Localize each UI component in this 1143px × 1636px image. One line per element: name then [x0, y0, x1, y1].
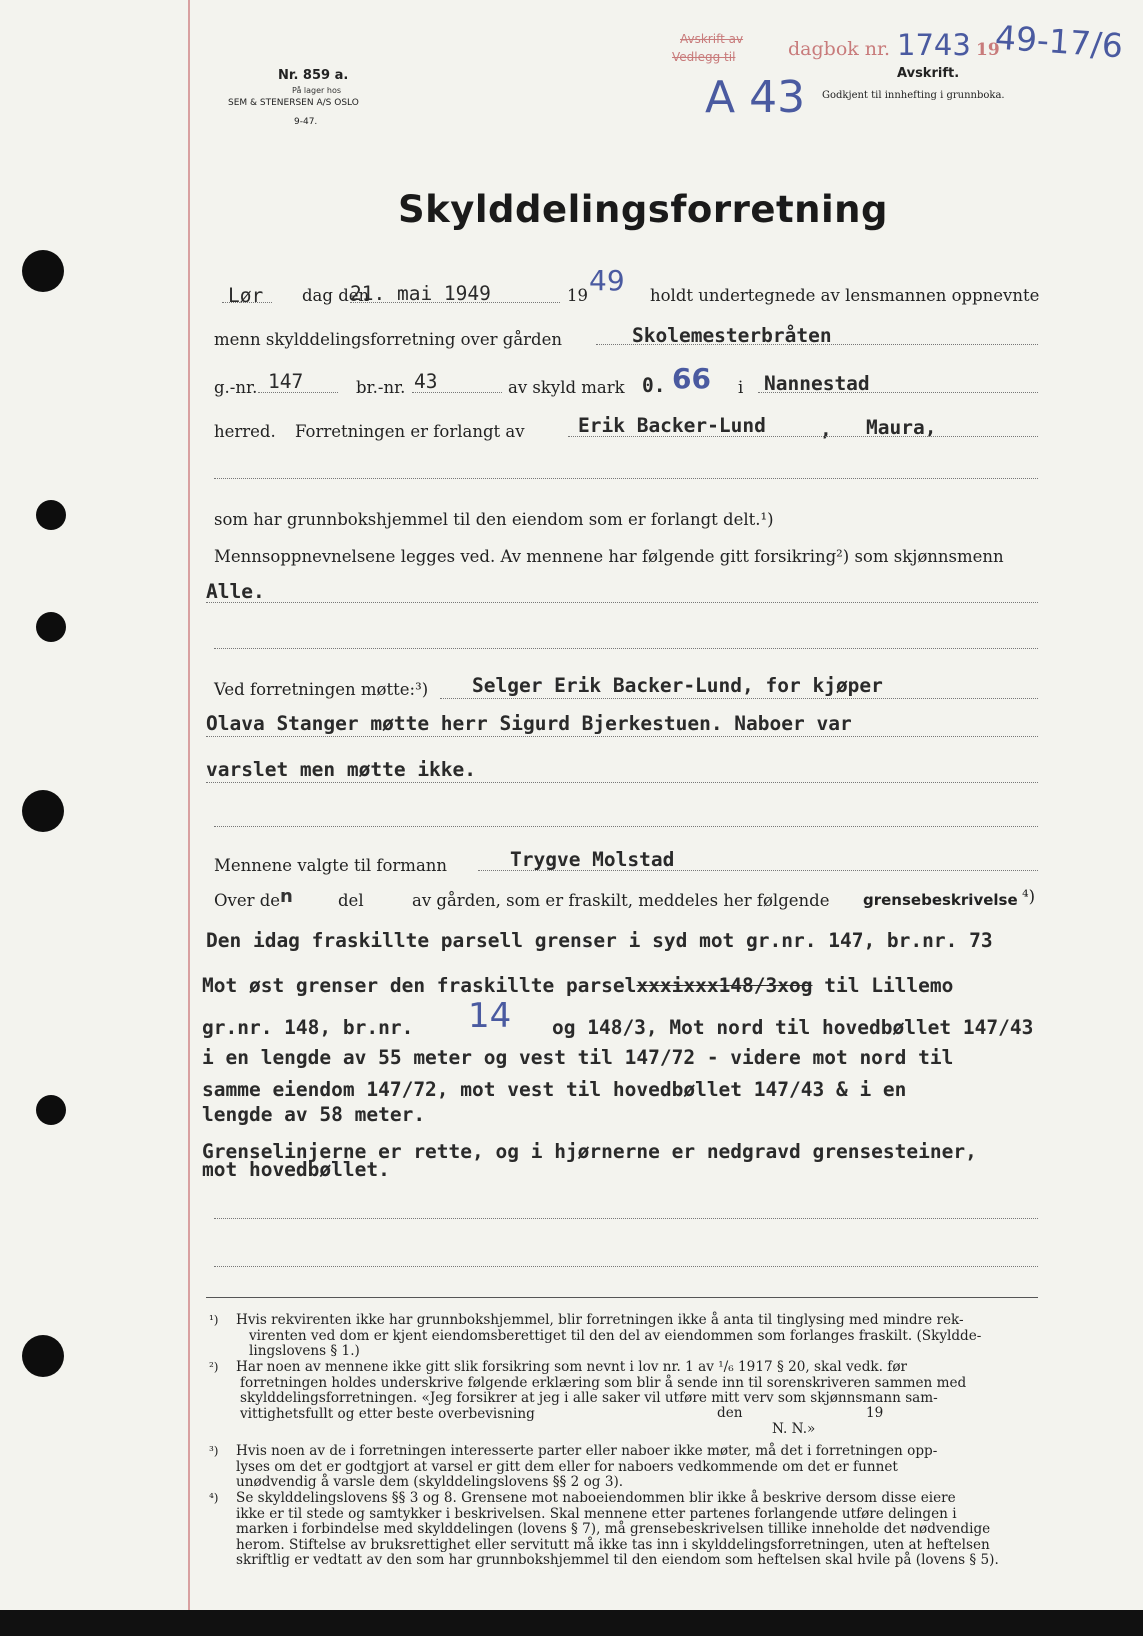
binder-hole-icon: [36, 1095, 66, 1125]
footnote-3-line: unødvendig å varsle dem (skylddelingslovens §§ 2 og 3).: [236, 1474, 624, 1490]
skyld-typed: 0.: [642, 374, 666, 397]
footnote-2-nn: N. N.»: [772, 1421, 816, 1437]
description-line-1: Den idag fraskillte parsell grenser i syd mot gr.nr. 147, br.nr. 73: [206, 929, 993, 952]
document-title: Skylddelingsforretning: [398, 188, 888, 231]
footnote-3: [236, 1444, 937, 1491]
margin-line: [188, 0, 190, 1610]
description-line-8: mot hovedbøllet.: [202, 1158, 390, 1181]
footnote-mark-1: ¹): [209, 1313, 219, 1327]
mote-label: Ved forretningen møtte:³): [214, 680, 429, 699]
description-line-6: lengde av 58 meter.: [202, 1103, 426, 1126]
form-date: 9-47.: [294, 117, 318, 127]
footnote-4-line: skriftlig er vedtatt av den som har grunnbokshjemmel til den eiendom som heftelsen skal hvile på (lovens § 5).: [236, 1552, 999, 1568]
grensebeskrivelse-label: grensebeskrivelse: [863, 891, 1018, 909]
over-label: Over de: [214, 891, 281, 910]
footnote-4-line: Se skylddelingslovens §§ 3 og 8. Grensene mot naboeiendommen blir ikke å beskrive dersom disse eiere: [236, 1490, 956, 1506]
dotted-line: [478, 870, 1038, 871]
stamp-vedlegg-til: Vedlegg til: [672, 50, 736, 64]
kommune-typed: Nannestad: [764, 372, 870, 395]
dotted-line: [214, 826, 1038, 827]
binder-hole-icon: [22, 250, 64, 292]
dotted-line: [222, 302, 272, 303]
footnote-3-line: Hvis noen av de i forretningen interesserte parter eller naboer ikke møter, må det i forretningen opp-: [236, 1443, 938, 1459]
requester-place: Maura,: [866, 416, 937, 439]
description-line-5: samme eiendom 147/72, mot vest til hovedbøllet 147/43 & i en: [202, 1078, 907, 1101]
mote-line-1: Selger Erik Backer-Lund, for kjøper: [472, 674, 883, 697]
binder-hole-icon: [36, 500, 66, 530]
date-line-rest: holdt undertegnede av lensmannen oppnevnte: [650, 286, 1040, 305]
dotted-line: [568, 436, 1038, 437]
herred-label: herred.: [214, 422, 276, 441]
stamp-year-prefix: 19: [976, 40, 1000, 60]
footnote-1: [236, 1313, 981, 1360]
footnote-2-line: forretningen holdes underskrive følgende erklæring som blir å sende inn til sorenskriveren sammen med: [240, 1374, 967, 1391]
dotted-line: [214, 478, 1038, 479]
skyld-hand: 66: [672, 362, 711, 395]
formann-label: Mennene valgte til formann: [214, 856, 448, 875]
gnr-value: 147: [268, 370, 304, 393]
description-line-2c: til Lillemo: [812, 974, 954, 997]
i-label: i: [738, 378, 744, 397]
binder-hole-icon: [22, 1335, 64, 1377]
footnote-mark-2: ²): [209, 1360, 219, 1374]
mote-line-3: varslet men møtte ikke.: [206, 758, 477, 781]
over-hand: n: [280, 886, 293, 907]
dotted-line: [440, 698, 1038, 699]
hjemmel-line: som har grunnbokshjemmel til den eiendom som er forlangt delt.¹): [214, 510, 774, 529]
forlangt-label: Forretningen er forlangt av: [295, 422, 525, 441]
stamp-year-hand: 49-17/6: [993, 17, 1125, 66]
date-typed: 21. mai 1949: [350, 282, 491, 305]
description-brnr-hand: 14: [468, 996, 512, 1036]
gnr-label: g.-nr.: [214, 378, 258, 397]
footnote-rule: [206, 1297, 1038, 1298]
footnote-2-line: vittighetsfullt og etter beste overbevisning: [240, 1405, 535, 1422]
footnote-mark-4: ⁴): [209, 1491, 219, 1505]
description-line-3b: og 148/3, Mot nord til hovedbøllet 147/43: [552, 1016, 1034, 1039]
archive-number-hand: A 43: [705, 72, 806, 123]
stamp-avskrift-av: Avskrift av: [680, 32, 744, 46]
binder-hole-icon: [22, 790, 64, 832]
footnote-ref-4: ⁴): [1022, 887, 1036, 906]
footnote-1-line: lingslovens § 1.): [249, 1343, 360, 1359]
footnote-1-line: virenten ved dom er kjent eiendomsberettiget til den del av eiendommen som forlanges fraskilt. (Skyldde-: [249, 1327, 982, 1344]
publisher-name: SEM & STENERSEN A/S OSLO: [228, 98, 359, 108]
dotted-line: [206, 782, 1038, 783]
stamp-godkjent: Godkjent til innhefting i grunnboka.: [822, 90, 1005, 101]
brnr-value: 43: [414, 370, 438, 393]
description-line-3a: gr.nr. 148, br.nr.: [202, 1016, 414, 1039]
stamp-dagbok-number: 1743: [897, 28, 971, 62]
stamp-dagbok-label: dagbok nr.: [788, 38, 891, 60]
footnote-2-line: Har noen av mennene ikke gitt slik forsikring som nevnt i lov nr. 1 av ¹/₆ 1917 § 20, skal vedk. før: [236, 1359, 908, 1375]
binder-hole-icon: [36, 612, 66, 642]
dotted-line: [206, 736, 1038, 737]
footnote-3-line: lyses om det er godtgjort at varsel er gitt dem eller for naboers vedkommende om det er funnet: [236, 1458, 898, 1475]
description-line-7: Grenselinjerne er rette, og i hjørnerne er nedgravd grensesteiner,: [202, 1140, 977, 1163]
stamp-avskrift: Avskrift.: [897, 66, 960, 81]
mote-line-2: Olava Stanger møtte herr Sigurd Bjerkestuen. Naboer var: [206, 712, 852, 735]
weekday-typed: Lør: [228, 284, 264, 307]
requester-name: Erik Backer-Lund: [578, 414, 766, 437]
footnote-1-line: Hvis rekvirenten ikke har grunnbokshjemmel, blir forretningen ikke å anta til tinglysing med mindre rek-: [236, 1312, 964, 1328]
description-strikethrough: xxxixxx148/3xog: [636, 974, 813, 997]
brnr-label: br.-nr.: [356, 378, 406, 397]
skyld-label: av skyld mark: [508, 378, 625, 397]
footnote-2: [236, 1360, 966, 1422]
dotted-line: [350, 302, 560, 303]
footnote-mark-3: ³): [209, 1444, 219, 1458]
dotted-line: [596, 344, 1038, 345]
footnote-4-line: herom. Stiftelse av bruksrettighet eller servitutt må ikke tas inn i skylddelingsforretningen, uten at heftelsen: [236, 1536, 990, 1553]
dotted-line: [214, 648, 1038, 649]
footnote-4: [236, 1491, 999, 1569]
year-prefix: 19: [567, 286, 588, 305]
year-hand: 49: [589, 264, 625, 297]
menn-line: Mennsoppnevnelsene legges ved. Av mennene har følgende gitt forsikring²) som skjønnsmenn: [214, 547, 1004, 566]
requester-comma: ,: [820, 418, 832, 441]
farm-label: menn skylddelingsforretning over gården: [214, 330, 563, 349]
description-line-2: [202, 974, 953, 997]
footnote-2-line: skylddelingsforretningen. «Jeg forsikrer at jeg i alle saker vil utføre mitt verv som skjønnsmann sam-: [240, 1390, 938, 1406]
footnote-4-line: marken i forbindelse med skylddelingen (lovens § 7), må grensebeskrivelsen tillike inneholde det nødvendige: [236, 1521, 991, 1537]
description-line-4: i en lengde av 55 meter og vest til 147/72 - videre mot nord til: [202, 1046, 954, 1069]
over-rest: av gården, som er fraskilt, meddeles her følgende: [412, 891, 830, 910]
dotted-line: [214, 1218, 1038, 1219]
publisher-line: På lager hos: [292, 86, 341, 95]
formann-name: Trygve Molstad: [510, 848, 675, 871]
footnote-2-year: 19: [866, 1405, 884, 1421]
dotted-line: [258, 392, 338, 393]
dotted-line: [214, 1266, 1038, 1267]
footnote-4-line: ikke er til stede og samtykker i beskrivelsen. Skal mennene etter partenes forlangende utføre delingen i: [236, 1505, 957, 1522]
dotted-line: [412, 392, 502, 393]
del-label: del: [338, 891, 364, 910]
skjonnsmenn-typed: Alle.: [206, 580, 265, 603]
form-number: Nr. 859 a.: [278, 68, 349, 83]
dag-den-label: dag den: [302, 286, 370, 305]
farm-name-typed: Skolemesterbråten: [632, 324, 832, 347]
dotted-line: [206, 602, 1038, 603]
footnote-2-den: den: [717, 1405, 743, 1421]
dotted-line: [758, 392, 1038, 393]
description-line-2a: Mot øst grenser den fraskillte parsel: [202, 974, 637, 997]
